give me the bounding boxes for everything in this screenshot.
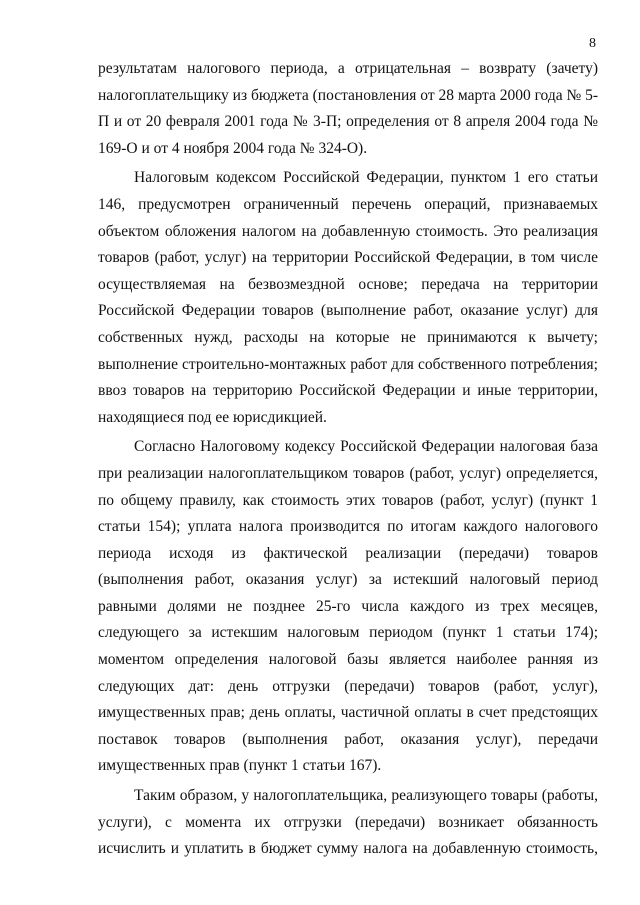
paragraph	[98, 165, 598, 431]
text-line: объектом обложения налогом на добавленную стоимость. Это реализация	[98, 222, 598, 240]
text-line: статьи 154); уплата налога производится по итогам каждого налогового	[98, 518, 598, 536]
text-line: следующего за истекшим налоговым периодом (пункт 1 статьи 174);	[98, 624, 598, 642]
body-text	[98, 56, 598, 863]
paragraph	[98, 783, 598, 863]
text-line: ввоз товаров на территорию Российской Федерации и иные территории,	[98, 382, 598, 400]
text-line: выполнение строительно-монтажных работ для собственного потребления;	[98, 355, 598, 373]
text-line: собственных нужд, расходы на которые не принимаются к вычету;	[98, 328, 598, 346]
text-line: 169-О и от 4 ноября 2004 года № 324-О).	[98, 139, 368, 157]
text-line: периода исходя из фактической реализации (передачи) товаров	[98, 544, 598, 562]
text-line: исчислить и уплатить в бюджет сумму налога на добавленную стоимость,	[98, 840, 598, 858]
text-line: при реализации налогоплательщиком товаров (работ, услуг) определяется,	[98, 464, 598, 482]
text-line: 146, предусмотрен ограниченный перечень операций, признаваемых	[98, 195, 598, 213]
page-number: 8	[589, 36, 596, 51]
text-line: Таким образом, у налогоплательщика, реализующего товары (работы,	[134, 787, 598, 805]
text-line: П и от 20 февраля 2001 года № 3-П; определения от 8 апреля 2004 года №	[98, 113, 598, 131]
text-line: Согласно Налоговому кодексу Российской Федерации налоговая база	[134, 438, 598, 456]
text-line: имущественных прав (пункт 1 статьи 167).	[98, 757, 382, 775]
paragraph	[98, 56, 598, 162]
text-line: налогоплательщику из бюджета (постановления от 28 марта 2000 года № 5-	[98, 86, 599, 104]
text-line: по общему правилу, как стоимость этих товаров (работ, услуг) (пункт 1	[98, 491, 598, 509]
paragraph	[98, 434, 598, 780]
text-line: моментом определения налоговой базы является наиболее ранняя из	[98, 651, 598, 669]
text-line: Налоговым кодексом Российской Федерации, пунктом 1 его статьи	[134, 169, 598, 187]
text-line: результатам налогового периода, а отрицательная – возврату (зачету)	[98, 60, 598, 77]
text-line: Российской Федерации товаров (выполнение работ, оказание услуг) для	[98, 302, 598, 320]
text-line: имущественных прав; день оплаты, частичной оплаты в счет предстоящих	[98, 704, 598, 722]
text-line: следующих дат: день отгрузки (передачи) товаров (работ, услуг),	[98, 677, 598, 695]
text-line: осуществляемая на безвозмездной основе; передача на территории	[98, 275, 598, 293]
text-line: равными долями не позднее 25-го числа каждого из трех месяцев,	[98, 597, 598, 615]
text-line: услуги), с момента их отгрузки (передачи) возникает обязанность	[98, 813, 598, 831]
text-line: поставок товаров (выполнения работ, оказания услуг), передачи	[98, 730, 598, 748]
text-line: находящиеся под ее юрисдикцией.	[98, 408, 327, 426]
text-line: товаров (работ, услуг) на территории Российской Федерации, в том числе	[98, 249, 598, 267]
text-line: (выполнения работ, оказания услуг) за истекший налоговый период	[98, 571, 598, 589]
